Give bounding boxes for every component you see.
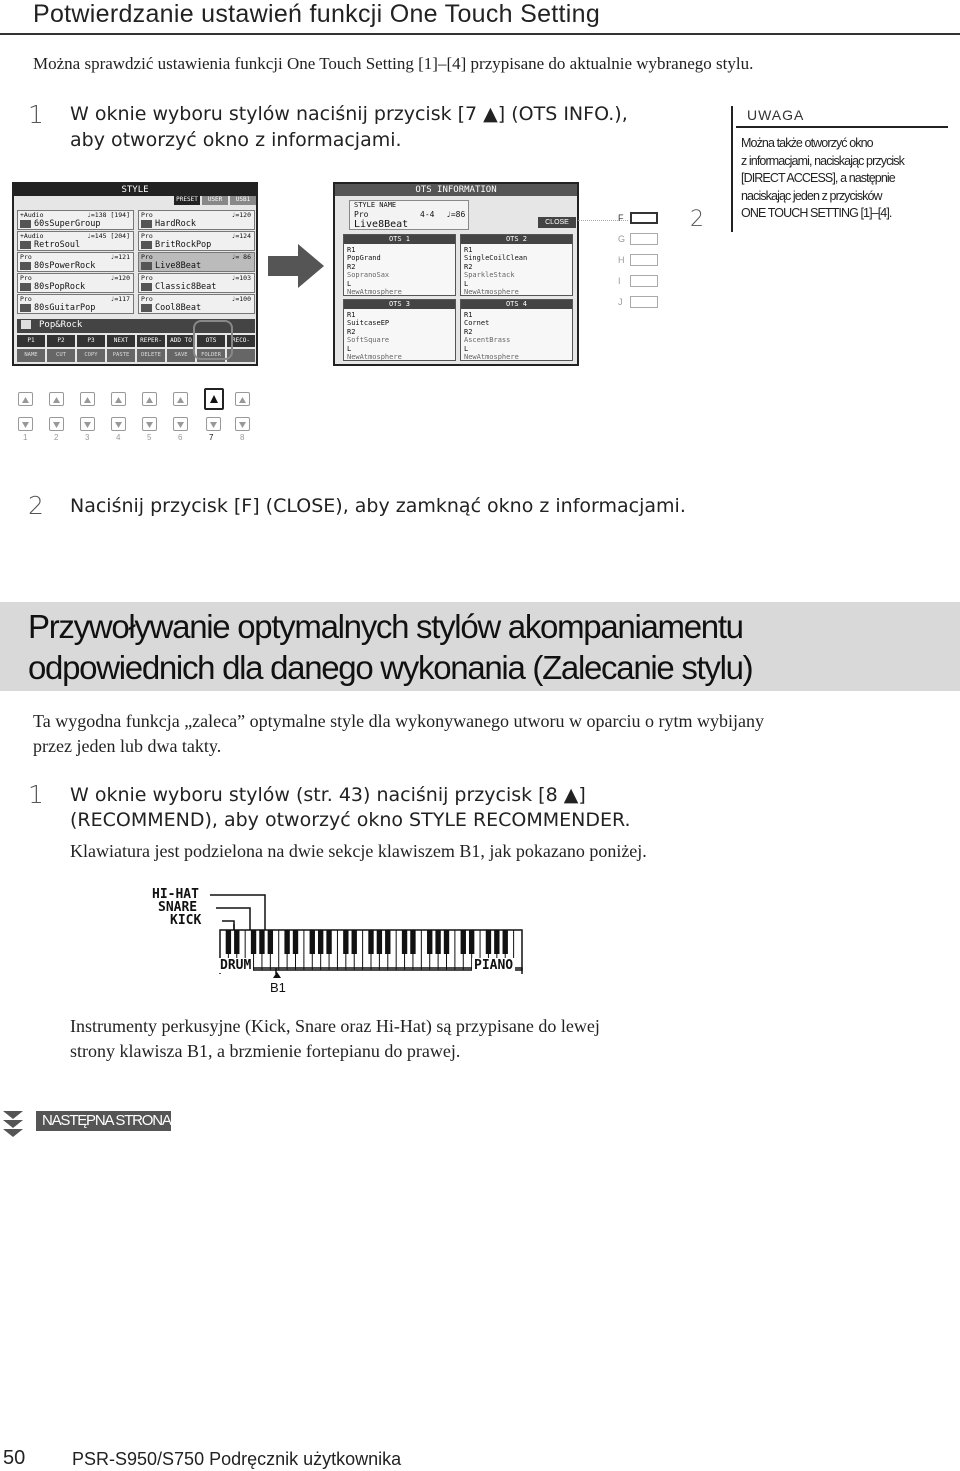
style-tag: Pro <box>354 210 369 219</box>
step-marker: 2 <box>690 207 704 232</box>
tab-preset[interactable]: PRESET <box>174 196 200 205</box>
button-number: 4 <box>116 433 121 442</box>
screen-button-lower[interactable]: PASTE <box>107 349 135 362</box>
ots-voice: SoftSquare <box>347 336 390 344</box>
style-tempo: ♩=103 <box>231 274 251 282</box>
label-kick: KICK <box>170 913 202 928</box>
next-page-label: NASTĘPNA STRONA <box>42 1112 171 1129</box>
up-button[interactable] <box>18 392 33 406</box>
style-icon <box>20 262 31 270</box>
ots-voice: SingleCoilClean <box>464 254 528 262</box>
up-button[interactable] <box>111 392 126 406</box>
black-key <box>402 930 407 954</box>
note-rule <box>736 126 948 128</box>
split-key-label: B1 <box>270 980 286 995</box>
style-tag: Pro <box>141 274 153 282</box>
section-title <box>28 606 752 688</box>
ots-title: OTS INFORMATION <box>335 184 577 196</box>
style-entry[interactable] <box>17 273 134 293</box>
black-key <box>503 930 508 954</box>
outro-line: Instrumenty perkusyjne (Kick, Snare oraz Hi-Hat) są przypisane do lewej <box>70 1016 600 1036</box>
black-key <box>486 930 491 954</box>
up-button[interactable] <box>235 392 250 406</box>
screen-button[interactable]: P1 <box>17 335 45 347</box>
side-button[interactable] <box>630 233 658 245</box>
style-tag: Pro <box>141 295 153 303</box>
side-button-label: H <box>618 255 625 265</box>
note-line: ONE TOUCH SETTING [1]–[4]. <box>741 206 892 220</box>
black-key <box>284 930 289 954</box>
screen-button-lower[interactable]: NAME <box>17 349 45 362</box>
screen-title: STYLE <box>14 184 256 196</box>
ots-label: OTS 4 <box>461 300 572 309</box>
ots-voice: NewAtmosphere <box>347 288 402 296</box>
down-button[interactable] <box>49 417 64 431</box>
note-line: [DIRECT ACCESS], a następnie <box>741 171 895 185</box>
ots-label: OTS 2 <box>461 235 572 244</box>
folder-icon <box>21 320 31 329</box>
style-icon <box>141 304 152 312</box>
screen-button-lower[interactable]: CUT <box>47 349 75 362</box>
black-key <box>259 930 264 954</box>
black-key <box>461 930 466 954</box>
ots-part: L <box>347 345 352 353</box>
screen-button[interactable]: P2 <box>47 335 75 347</box>
button-number: 3 <box>85 433 90 442</box>
black-key <box>427 930 432 954</box>
style-name: 80sPowerRock <box>34 261 96 271</box>
style-entry[interactable] <box>17 252 134 272</box>
screen-button[interactable]: OTS <box>197 335 225 347</box>
label-leader <box>210 895 265 930</box>
side-button-label: J <box>618 297 623 307</box>
style-icon <box>141 220 152 228</box>
source-tabs <box>174 196 256 205</box>
split-key-marker <box>273 972 281 978</box>
button-number: 7 <box>209 433 214 442</box>
note-bar <box>731 106 733 232</box>
up-button[interactable] <box>173 392 188 406</box>
intro-line: Ta wygodna funkcja „zaleca” optymalne style dla wykonywanego utworu w oparciu o rytm wybijany <box>33 711 765 731</box>
screen-button[interactable]: P3 <box>77 335 105 347</box>
ots-voice: SparkleStack <box>464 271 515 279</box>
black-key <box>494 930 499 954</box>
side-buttons <box>615 210 665 320</box>
ots-voice: SuitcaseEP <box>347 319 390 327</box>
style-entry[interactable] <box>17 231 134 251</box>
note-body <box>741 135 951 223</box>
black-key <box>268 930 273 954</box>
intro-line: przez jeden lub dwa takty. <box>33 736 222 756</box>
down-button[interactable] <box>235 417 250 431</box>
style-tempo: ♩=117 <box>110 295 130 303</box>
style-tag: Pro <box>20 274 32 282</box>
ots-voice: SopranoSax <box>347 271 390 279</box>
ots-part: R2 <box>464 328 473 336</box>
footer-title: PSR-S950/S750 Podręcznik użytkownika <box>72 1449 402 1469</box>
down-button[interactable] <box>173 417 188 431</box>
up-button[interactable] <box>49 392 64 406</box>
style-entry[interactable] <box>138 210 255 230</box>
style-icon <box>20 220 31 228</box>
black-key <box>435 930 440 954</box>
black-key <box>385 930 390 954</box>
keyboard-diagram <box>150 884 530 999</box>
button-number: 6 <box>178 433 183 442</box>
style-list <box>17 210 255 320</box>
right-arrow-icon <box>268 244 326 288</box>
ots-block <box>343 299 456 361</box>
screen-button-lower[interactable]: FOLDER <box>197 349 225 362</box>
side-button-label: F <box>618 213 624 223</box>
style-icon <box>141 262 152 270</box>
ots-label: OTS 3 <box>344 300 455 309</box>
ots-label: OTS 1 <box>344 235 455 244</box>
label-hi-hat: HI-HAT <box>152 887 199 902</box>
black-key <box>444 930 449 954</box>
section-divider <box>0 33 960 35</box>
note-line: z informacjami, naciskając przycisk <box>741 153 904 168</box>
ots-part: R1 <box>347 246 356 254</box>
style-entry[interactable] <box>17 210 134 230</box>
title-line: Przywoływanie optymalnych stylów akompaniamentu <box>28 608 743 645</box>
button-number: 5 <box>147 433 152 442</box>
down-button[interactable] <box>206 417 221 431</box>
keyboard-graphic <box>150 884 530 999</box>
section-intro: Można sprawdzić ustawienia funkcji One Touch Setting [1]–[4] przypisane do aktualnie wybranego stylu. <box>33 54 754 73</box>
style-tag: +Audio <box>20 211 44 219</box>
style-name: Cool8Beat <box>155 303 202 313</box>
outro-line: strony klawisza B1, a brzmienie fortepianu do prawej. <box>70 1041 461 1061</box>
style-tempo: ♩=100 <box>231 295 251 303</box>
step-text-line2: aby otworzyć okno z informacjami. <box>70 129 402 151</box>
style-name: BritRockPop <box>155 240 212 250</box>
style-tempo: ♩=138 [194] <box>86 211 130 219</box>
style-name-label: STYLE NAME <box>354 201 397 209</box>
screen-button[interactable]: ADD TO <box>167 335 195 347</box>
black-key <box>318 930 323 954</box>
black-key <box>293 930 298 954</box>
style-name: 60sSuperGroup <box>34 219 101 229</box>
side-button[interactable] <box>630 296 658 308</box>
close-button[interactable]: CLOSE <box>538 217 576 228</box>
black-key <box>377 930 382 954</box>
page-number: 50 <box>3 1447 26 1469</box>
style-tempo: ♩=145 [204] <box>86 232 130 240</box>
drum-label: DRUM <box>220 958 252 973</box>
black-key <box>310 930 315 954</box>
time-signature: 4-4 <box>420 210 435 219</box>
screen-button-lower[interactable]: SAVE <box>167 349 195 362</box>
style-name: Classic8Beat <box>155 282 217 292</box>
title-line: odpowiednich dla danego wykonania (Zalecanie stylu) <box>28 649 753 686</box>
folder-name: Pop&Rock <box>39 320 83 330</box>
screen-button[interactable]: RECO- <box>227 335 255 347</box>
black-key <box>410 930 415 954</box>
ots-voice: Cornet <box>464 319 490 327</box>
down-button[interactable] <box>80 417 95 431</box>
screen-button-lower[interactable]: DELETE <box>137 349 165 362</box>
style-entry[interactable] <box>138 294 255 314</box>
ots-block <box>460 299 573 361</box>
up-button[interactable] <box>142 392 157 406</box>
piano-label: PIANO <box>474 958 514 973</box>
ots-part: L <box>464 280 469 288</box>
style-tempo: ♩= 86 <box>231 253 251 261</box>
up-button[interactable] <box>204 388 224 410</box>
step-text-line1: W oknie wyboru stylów (str. 43) naciśnij przycisk [8 ▲] <box>70 784 586 806</box>
ots-part: L <box>347 280 352 288</box>
section-title: Potwierdzanie ustawień funkcji One Touch Setting <box>33 0 601 28</box>
up-button[interactable] <box>80 392 95 406</box>
style-entry[interactable] <box>138 252 255 272</box>
tempo: ♩=86 <box>446 210 466 219</box>
screen-button[interactable]: REPER- <box>137 335 165 347</box>
tab-usb1[interactable]: USB1 <box>230 196 256 205</box>
ots-voice: AscentBrass <box>464 336 511 344</box>
black-key <box>469 930 474 954</box>
side-button-label: I <box>618 276 621 286</box>
ots-voice: PopGrand <box>347 254 381 262</box>
label-snare: SNARE <box>158 900 198 915</box>
side-button-label: G <box>618 234 626 244</box>
next-page-icon <box>2 1110 24 1140</box>
style-tempo: ♩=120 <box>231 211 251 219</box>
style-tag: Pro <box>141 211 153 219</box>
style-name: RetroSoul <box>34 240 81 250</box>
style-icon <box>20 304 31 312</box>
style-icon <box>20 241 31 249</box>
ots-part: R2 <box>464 263 473 271</box>
ots-voice: NewAtmosphere <box>464 288 519 296</box>
style-name: Live8Beat <box>354 219 409 230</box>
style-name: HardRock <box>155 219 196 229</box>
down-button[interactable] <box>142 417 157 431</box>
note-heading: UWAGA <box>747 107 805 123</box>
ots-part: R1 <box>464 311 473 319</box>
button-number: 1 <box>23 433 28 442</box>
side-button[interactable] <box>630 212 658 224</box>
black-key <box>343 930 348 954</box>
style-name: Live8Beat <box>155 261 202 271</box>
step-number: 1 <box>28 780 44 809</box>
style-name: 80sGuitarPop <box>34 303 96 313</box>
style-icon <box>20 283 31 291</box>
black-key <box>326 930 331 954</box>
down-button[interactable] <box>111 417 126 431</box>
ots-block <box>343 234 456 296</box>
ots-part: R1 <box>347 311 356 319</box>
down-button[interactable] <box>18 417 33 431</box>
panel-buttons <box>18 388 258 446</box>
ots-voice: NewAtmosphere <box>347 353 402 361</box>
button-number: 2 <box>54 433 59 442</box>
ots-part: R2 <box>347 328 356 336</box>
step-text: Naciśnij przycisk [F] (CLOSE), aby zamknąć okno z informacjami. <box>70 495 686 517</box>
ots-style-name-box <box>349 200 469 230</box>
style-tag: +Audio <box>20 232 44 240</box>
ots-block <box>460 234 573 296</box>
step-text-line1: W oknie wyboru stylów naciśnij przycisk [7 ▲] (OTS INFO.), <box>70 103 628 125</box>
step-number: 2 <box>28 491 44 520</box>
black-key <box>234 930 239 954</box>
style-tempo: ♩=121 <box>110 253 130 261</box>
tab-user[interactable]: USER <box>202 196 228 205</box>
step-text-line2: (RECOMMEND), aby otworzyć okno STYLE RECOMMENDER. <box>70 809 631 831</box>
style-icon <box>141 241 152 249</box>
note-line: naciskając jeden z przycisków <box>741 188 882 203</box>
ots-info-screen <box>333 182 579 366</box>
style-entry[interactable] <box>138 231 255 251</box>
black-key <box>251 930 256 954</box>
ots-part: R2 <box>347 263 356 271</box>
style-tempo: ♩=120 <box>110 274 130 282</box>
highlight-ots-info <box>193 320 233 360</box>
button-number: 8 <box>240 433 245 442</box>
style-name: 80sPopRock <box>34 282 86 292</box>
ots-part: L <box>464 345 469 353</box>
black-key <box>226 930 231 954</box>
ots-part: R1 <box>464 246 473 254</box>
label-leader <box>222 921 234 930</box>
style-entry[interactable] <box>17 294 134 314</box>
label-leader <box>216 908 250 930</box>
style-tag: Pro <box>20 253 32 261</box>
side-button[interactable] <box>630 254 658 266</box>
style-tag: Pro <box>20 295 32 303</box>
black-key <box>368 930 373 954</box>
step-number: 1 <box>28 100 44 129</box>
note-line: Można także otworzyć okno <box>741 136 873 150</box>
ots-blocks <box>343 234 575 364</box>
ots-voice: NewAtmosphere <box>464 353 519 361</box>
screen-button[interactable]: NEXT <box>107 335 135 347</box>
screen-button-lower[interactable]: COPY <box>77 349 105 362</box>
style-tag: Pro <box>141 253 153 261</box>
keyboard-note: Klawiatura jest podzielona na dwie sekcje klawiszem B1, jak pokazano poniżej. <box>70 841 647 861</box>
style-entry[interactable] <box>138 273 255 293</box>
black-key <box>352 930 357 954</box>
style-tempo: ♩=124 <box>231 232 251 240</box>
style-tag: Pro <box>141 232 153 240</box>
side-button[interactable] <box>630 275 658 287</box>
style-icon <box>141 283 152 291</box>
